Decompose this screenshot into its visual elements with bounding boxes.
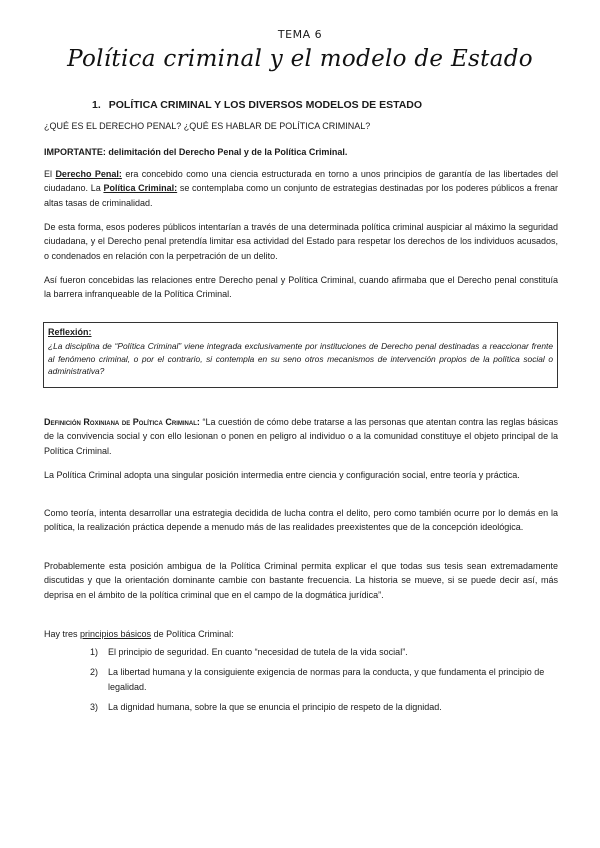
reflection-box xyxy=(43,322,558,388)
principles-intro xyxy=(44,627,558,641)
important-note: IMPORTANTE: delimitación del Derecho Penal y de la Política Criminal. xyxy=(44,147,348,157)
list-item-bold: El principio de seguridad. xyxy=(108,647,210,657)
reflection-text: ¿La disciplina de “Política Criminal” viene integrada exclusivamente por instituciones de Derecho penal destinadas a reaccionar frente al fenómeno criminal, o por el contrario, si contempla en su seno otros mecanismos de intervención propios de la política social o administrativa? xyxy=(48,341,553,377)
intro-question: ¿QUÉ ES EL DERECHO PENAL? ¿QUÉ ES HABLAR DE POLÍTICA CRIMINAL? xyxy=(44,121,371,131)
list-item-text: En cuanto “necesidad de tutela de la vida social”. xyxy=(209,647,408,657)
p1-text-a: El xyxy=(44,169,56,179)
paragraph-posicion-intermedia: La Política Criminal adopta una singular posición intermedia entre ciencia y configuración social, entre teoría y práctica. xyxy=(44,470,520,480)
principles-intro-c: de Política Criminal: xyxy=(151,629,234,639)
section-title: POLÍTICA CRIMINAL Y LOS DIVERSOS MODELOS DE ESTADO xyxy=(108,99,423,111)
p1-text-c: era concebido como una ciencia estructurada en torno a unos principios de garantía de las libertades del ciudadano. La xyxy=(44,169,558,194)
politica-criminal-term: Política Criminal: xyxy=(103,183,178,194)
paragraph-roxin-definition xyxy=(44,415,558,458)
section-number: 1. xyxy=(92,99,101,111)
page-title: Política criminal y el modelo de Estado xyxy=(67,46,533,72)
paragraph-definitions xyxy=(44,167,558,210)
principles-list xyxy=(44,627,558,714)
list-item-number: 2) xyxy=(90,667,99,678)
paragraph-relaciones: Así fueron concebidas las relaciones entre Derecho penal y Política Criminal, cuando afirmaba que el Derecho penal constituía la barrera infranqueable de la Política Criminal. xyxy=(44,275,558,300)
topic-number: TEMA 6 xyxy=(277,28,323,41)
paragraph-poderes-publicos: De esta forma, esos poderes públicos intentarían a través de una determinada política criminal auspiciar al máximo la seguridad ciudadana, y el Derecho penal pretendía limitar esa actividad del Estado para respetar los derechos de los individuos acusados, o condenados en relación con la perpetración de un delito. xyxy=(44,222,558,261)
list-item xyxy=(44,700,558,714)
p1-text-e: se contemplaba como un conjunto de estrategias destinadas por los poderes públicos a frenar altas tasas de criminalidad. xyxy=(44,183,558,208)
list-item-text: La libertad humana y la consiguiente exigencia de normas para la conducta, y que fundamenta el principio de legalidad. xyxy=(108,667,545,692)
list-item-number: 3) xyxy=(90,701,99,712)
principles-intro-b: principios básicos xyxy=(80,629,152,639)
list-item-text: La dignidad humana, sobre la que se enuncia el principio de respeto de la dignidad. xyxy=(108,701,442,712)
roxin-definition-text: “La cuestión de cómo debe tratarse a las personas que atentan contra las reglas básicas de la convivencia social y con ello lesionan o ponen en peligro al individuo o a la comunidad constituye el objeto principal de la Política Criminal. xyxy=(44,417,558,456)
list-item xyxy=(44,665,558,694)
list-item-number: 1) xyxy=(90,647,99,657)
list-item xyxy=(44,645,558,659)
paragraph-posicion-ambigua: Probablemente esta posición ambigua de la Política Criminal permita explicar el que todas sus tesis sean extremadamente discutidas y que la orientación dominante cambie con bastante frecuencia. La historia se mueve, si se puede decir así, más deprisa en el ámbito de la política criminal que en el campo de la dogmática jurídica”. xyxy=(44,561,558,600)
section-heading xyxy=(92,99,422,111)
paragraph-teoria: Como teoría, intenta desarrollar una estrategia decidida de lucha contra el delito, pero como también ocurre por lo demás en la política, la realización práctica depende a menudo más de las realidades preexistentes que de la concepción ideológica. xyxy=(44,508,558,533)
derecho-penal-term: Derecho Penal: xyxy=(55,169,122,179)
principles-intro-a: Hay tres xyxy=(44,629,81,639)
roxin-definition-label: Definición Roxiniana de Política Criminal: xyxy=(44,417,200,427)
reflection-label: Reflexión: xyxy=(48,327,92,337)
